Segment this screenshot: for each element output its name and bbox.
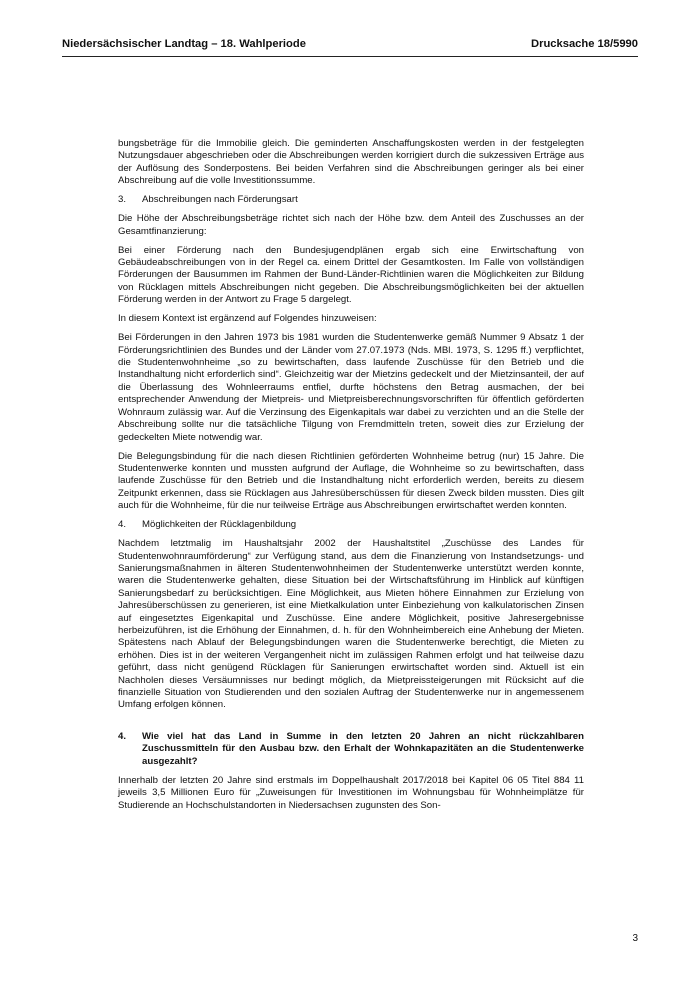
question-4 <box>118 731 584 768</box>
section-title: Abschreibungen nach Förderungsart <box>142 194 298 206</box>
paragraph: Bei einer Förderung nach den Bundesjugendplänen ergab sich eine Erwirtschaftung von Gebäudeabschreibungen von in der Regel ca. einem Drittel der Gesamtkosten. Im Falle von vollständigen Förderungen der Bausummen im Rahmen der Bund-Länder-Richtlinien waren die Möglichkeiten zur Bildung von Rücklagen mittels Abschreibungen nicht gegeben. Die Abschreibungsmöglichkeiten bei der aktuellen Förderung werden in der Antwort zu Frage 5 dargelegt. <box>118 244 584 306</box>
page-number: 3 <box>632 933 638 944</box>
section-number: 3. <box>118 194 127 206</box>
paragraph: In diesem Kontext ist ergänzend auf Folgendes hinzuweisen: <box>118 313 377 325</box>
document-body <box>118 138 584 819</box>
section-title: Möglichkeiten der Rücklagenbildung <box>142 519 297 531</box>
paragraph: Bei Förderungen in den Jahren 1973 bis 1981 wurden die Studentenwerke gemäß Nummer 9 Absatz 1 der Förderungsrichtlinien des Bundes und der Länder vom 27.07.1973 (Nds. MBl. 1973, S. 1295 ff.) verpflichtet, die Studentenwohnheime „so zu bewirtschaften, dass laufende Zuschüsse für den Betrieb und die Instandhaltung nicht erforderlich sind“. Gleichzeitig war der Mietzins gedeckelt und der Mietzinsanteil, der auf die Überlassung des Wohnleerraums entfiel, durfte höchstens den Betrag ausmachen, der bei entsprechender Anwendung der Mietpreis- und Mietpreisberechnungsvorschriften für öffentlich geförderten Wohnraum zulässig war. Auf die Verzinsung des Eigenkapitals war dabei zu verzichten und an die Stelle der Abschreibung sollte nur die tatsächliche Tilgung von Fremdmitteln treten, soweit dies zur Erzielung der gedeckelten Miete notwendig war. <box>118 332 584 443</box>
header-title: Niedersächsischer Landtag – 18. Wahlperiode <box>62 38 306 50</box>
section-heading-3 <box>118 194 584 206</box>
section-heading-4 <box>118 519 584 531</box>
document-number: Drucksache 18/5990 <box>531 38 638 50</box>
paragraph: Die Höhe der Abschreibungsbeträge richtet sich nach der Höhe bzw. dem Anteil des Zuschusses an der Gesamtfinanzierung: <box>118 213 584 237</box>
answer-paragraph: Innerhalb der letzten 20 Jahre sind erstmals im Doppelhaushalt 2017/2018 bei Kapitel 06 05 Titel 884 11 jeweils 3,5 Millionen Euro für „Zuweisungen für Investitionen im Wohnungsbau für Wohnheimplätze für Studierende an Hochschulstandorten in Niedersachsen zugunsten des Son- <box>118 775 584 811</box>
question-number: 4. <box>118 730 127 742</box>
paragraph: Die Belegungsbindung für die nach diesen Richtlinien geförderten Wohnheime betrug (nur) 15 Jahre. Die Studentenwerke konnten und mussten aufgrund der Auflage, die Wohnheime so zu bewirtschaften, dass laufende Zuschüsse für den Betrieb und die Instandhaltung nicht erforderlich werden, bereits zu diesem Zeitpunkt erkennen, dass sie Rücklagen aus Jahresüberschüssen für diesen Zweck bilden mussten. Dies gilt auch für die Wohnheime, für die nur teilweise Erträge aus Abschreibungen erwirtschaftet werden konnten. <box>118 450 584 512</box>
page-header <box>62 38 638 57</box>
question-text: Wie viel hat das Land in Summe in den letzten 20 Jahren an nicht rückzahlbaren Zuschussmitteln für den Ausbau bzw. den Erhalt der Wohnkapazitäten an die Studentenwerke ausgezahlt? <box>142 730 584 767</box>
paragraph: Nachdem letztmalig im Haushaltsjahr 2002 der Haushaltstitel „Zuschüsse des Landes für Studentenwohnraumförderung“ zur Verfügung stand, aus dem die Finanzierung von Instandsetzungs- und Sanierungsmaßnahmen in älteren Studentenwohnheimen der Studentenwerke unterstützt werden konnte, waren die Studentenwerke gehalten, diese Situation bei der Wirtschaftsführung im Hinblick auf künftigen Sanierungsbedarf zu berücksichtigen. Eine Möglichkeit, aus Mieten höhere Einnahmen zur Erzielung von Jahresüberschüssen zu generieren, ist eine Mietkalkulation unter Einbeziehung von kalkulatorischen Zinsen auf eingesetztes Eigenkapital und Zuschüsse. Eine andere Möglichkeit, positive Jahresergebnisse herbeizuführen, ist die Erhöhung der Einnahmen, d. h. für den Wohnheimbereich eine Anhebung der Mieten. Spätestens nach Ablauf der Belegungsbindungen waren die Studentenwerke berechtigt, die Mieten zu erhöhen. Dies ist in der weiteren Vergangenheit nicht im zulässigen Rahmen erfolgt und hat teilweise dazu geführt, dass nicht genügend Rücklagen für Sanierungen erwirtschaftet worden sind. Aktuell ist ein Nachholen dieses Versäumnisses nur bedingt möglich, da Mietpreissteigerungen mit Rücksicht auf die finanzielle Situation von Studierenden und den sozialen Auftrag der Studentenwerke nur in angemessenem Umfang erfolgen können. <box>118 538 584 711</box>
section-number: 4. <box>118 519 127 531</box>
paragraph-continuation: bungsbeträge für die Immobilie gleich. Die geminderten Anschaffungskosten werden in der festgelegten Nutzungsdauer abgeschrieben oder die Abschreibungen werden korrigiert durch die sukzessiven Erträge aus der Auflösung des Sonderpostens. Bei beiden Verfahren sind die Abschreibungen geringer als bei einer Abschreibung auf die volle Investitionssumme. <box>118 138 584 187</box>
